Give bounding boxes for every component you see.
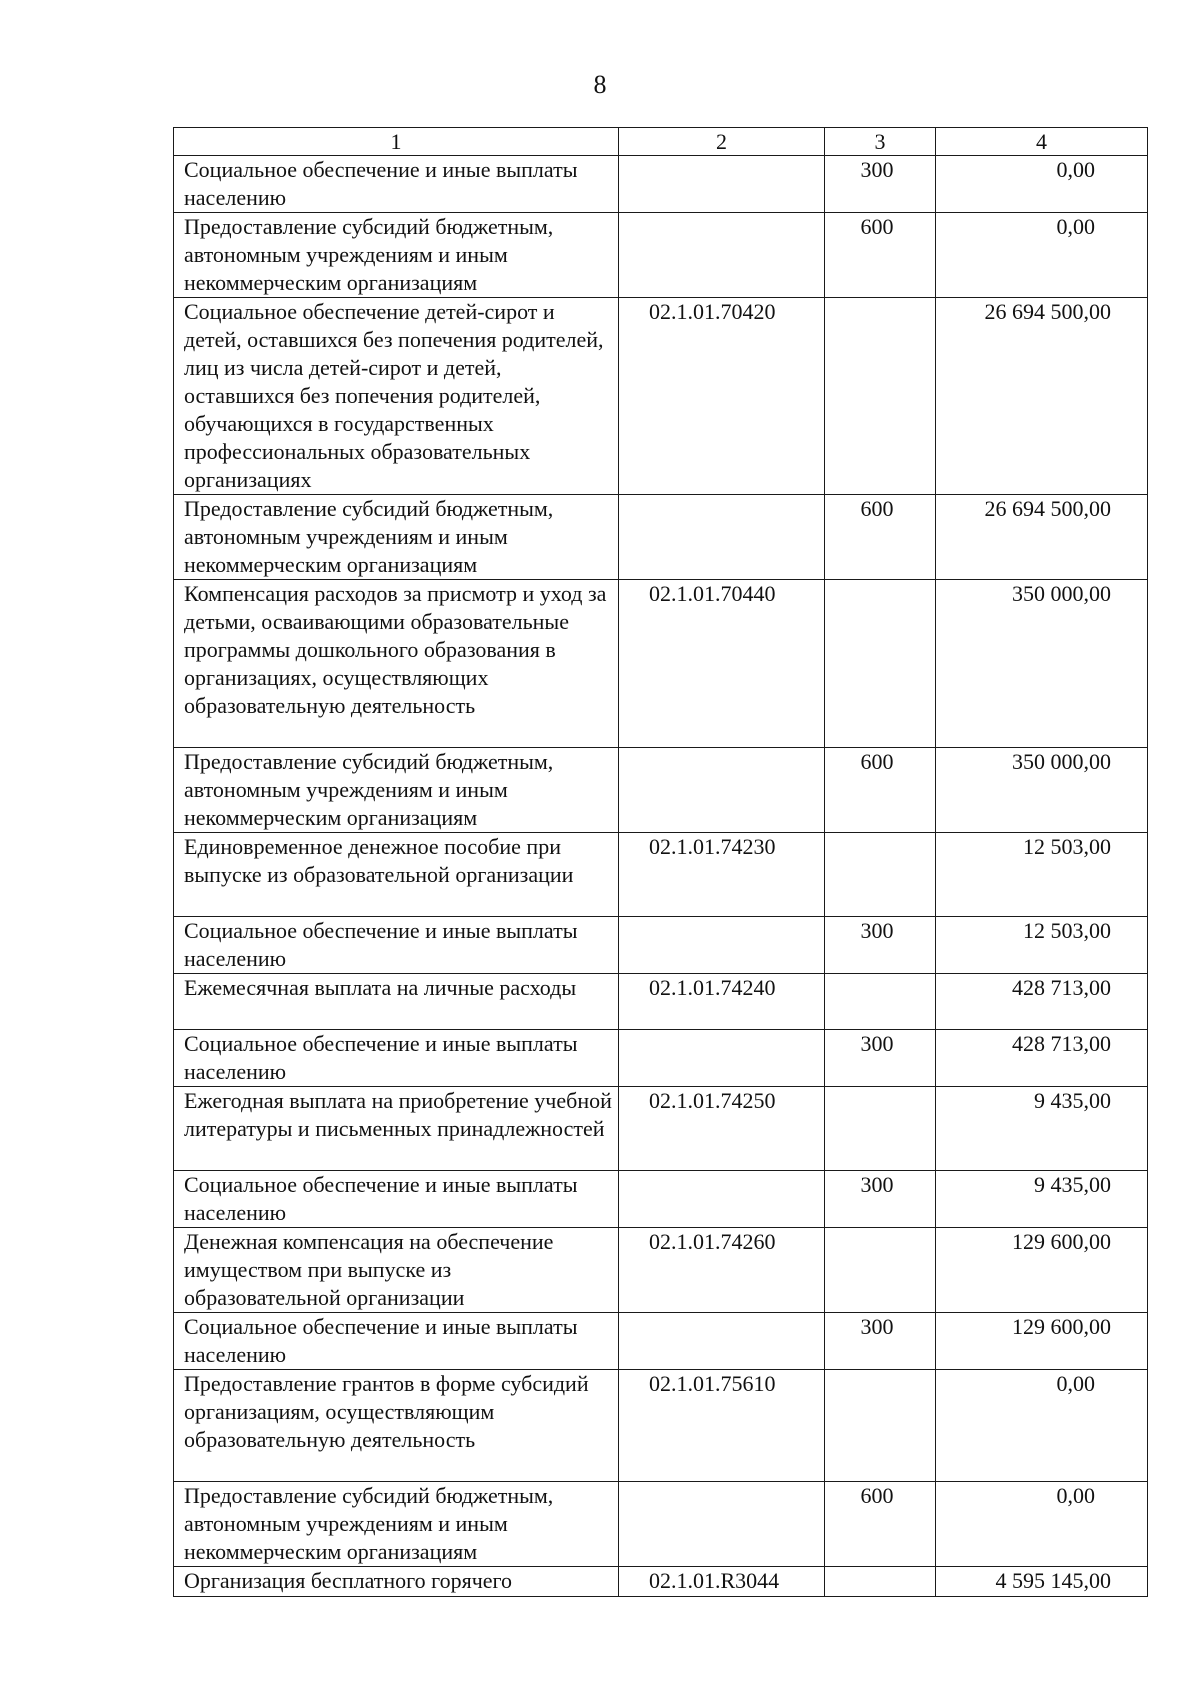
row-name-cell: Предоставление субсидий бюджетным, автономным учреждениям и иным некоммерческим организациям [174, 213, 619, 298]
page-number: 8 [593, 70, 607, 99]
row-code-cell: 02.1.01.70440 [619, 580, 825, 748]
row-code-cell: 02.1.01.74250 [619, 1087, 825, 1171]
row-type-cell [825, 1567, 936, 1597]
row-type-cell: 300 [825, 1030, 936, 1087]
column-header-2: 2 [619, 128, 825, 156]
row-code-cell: 02.1.01.R3044 [619, 1567, 825, 1597]
table-row [174, 1313, 1148, 1370]
row-type-cell [825, 580, 936, 748]
row-type-cell: 300 [825, 1171, 936, 1228]
row-name-cell: Предоставление субсидий бюджетным, автономным учреждениям и иным некоммерческим организациям [174, 748, 619, 833]
column-header-3: 3 [825, 128, 936, 156]
table-row [174, 580, 1148, 748]
row-code-cell [619, 748, 825, 833]
row-code-cell [619, 213, 825, 298]
row-amount-cell: 0,00 [936, 1482, 1148, 1567]
row-name-cell: Денежная компенсация на обеспечение имуществом при выпуске из образовательной организации [174, 1228, 619, 1313]
row-amount-cell: 129 600,00 [936, 1228, 1148, 1313]
row-type-cell [825, 1087, 936, 1171]
row-type-cell: 600 [825, 748, 936, 833]
row-name-cell: Предоставление субсидий бюджетным, автономным учреждениям и иным некоммерческим организациям [174, 495, 619, 580]
row-name-cell: Социальное обеспечение детей-сирот и детей, оставшихся без попечения родителей, лиц из числа детей-сирот и детей, оставшихся без попечения родителей, обучающихся в государственных профессиональных образовательных организациях [174, 298, 619, 495]
table-row [174, 298, 1148, 495]
row-code-cell [619, 156, 825, 213]
row-type-cell: 600 [825, 213, 936, 298]
table-row [174, 1228, 1148, 1313]
table-row [174, 213, 1148, 298]
row-name-cell: Социальное обеспечение и иные выплаты населению [174, 156, 619, 213]
row-amount-cell: 12 503,00 [936, 917, 1148, 974]
row-type-cell: 300 [825, 1313, 936, 1370]
table-row [174, 974, 1148, 1030]
row-amount-cell: 0,00 [936, 156, 1148, 213]
row-code-cell: 02.1.01.74230 [619, 833, 825, 917]
row-amount-cell: 129 600,00 [936, 1313, 1148, 1370]
row-code-cell [619, 495, 825, 580]
row-amount-cell: 0,00 [936, 213, 1148, 298]
row-name-cell: Компенсация расходов за присмотр и уход за детьми, осваивающими образовательные программы дошкольного образования в организациях, осуществляющих образовательную деятельность [174, 580, 619, 748]
row-name-cell: Предоставление субсидий бюджетным, автономным учреждениям и иным некоммерческим организациям [174, 1482, 619, 1567]
table-body [174, 156, 1148, 1597]
table-row [174, 1370, 1148, 1482]
row-name-cell: Социальное обеспечение и иные выплаты населению [174, 1313, 619, 1370]
row-type-cell [825, 298, 936, 495]
row-amount-cell: 428 713,00 [936, 974, 1148, 1030]
row-amount-cell: 26 694 500,00 [936, 495, 1148, 580]
table-row [174, 1171, 1148, 1228]
row-type-cell [825, 1228, 936, 1313]
row-name-cell: Социальное обеспечение и иные выплаты населению [174, 917, 619, 974]
row-amount-cell: 4 595 145,00 [936, 1567, 1148, 1597]
row-code-cell: 02.1.01.74260 [619, 1228, 825, 1313]
row-name-cell: Организация бесплатного горячего [174, 1567, 619, 1597]
row-code-cell: 02.1.01.70420 [619, 298, 825, 495]
table-row [174, 833, 1148, 917]
table-row [174, 1087, 1148, 1171]
row-type-cell [825, 974, 936, 1030]
column-header-4: 4 [936, 128, 1148, 156]
row-name-cell: Ежемесячная выплата на личные расходы [174, 974, 619, 1030]
row-code-cell [619, 1171, 825, 1228]
row-name-cell: Ежегодная выплата на приобретение учебной литературы и письменных принадлежностей [174, 1087, 619, 1171]
row-code-cell [619, 917, 825, 974]
row-name-cell: Социальное обеспечение и иные выплаты населению [174, 1171, 619, 1228]
row-name-cell: Предоставление грантов в форме субсидий организациям, осуществляющим образовательную деятельность [174, 1370, 619, 1482]
row-type-cell: 600 [825, 495, 936, 580]
row-amount-cell: 26 694 500,00 [936, 298, 1148, 495]
table-row [174, 1030, 1148, 1087]
row-type-cell: 300 [825, 156, 936, 213]
table-row [174, 1567, 1148, 1597]
row-code-cell [619, 1313, 825, 1370]
table-row [174, 1482, 1148, 1567]
table-row [174, 495, 1148, 580]
row-type-cell [825, 833, 936, 917]
row-code-cell: 02.1.01.75610 [619, 1370, 825, 1482]
table-row [174, 917, 1148, 974]
row-code-cell: 02.1.01.74240 [619, 974, 825, 1030]
row-code-cell [619, 1030, 825, 1087]
row-amount-cell: 9 435,00 [936, 1087, 1148, 1171]
row-amount-cell: 0,00 [936, 1370, 1148, 1482]
row-amount-cell: 350 000,00 [936, 748, 1148, 833]
budget-table [173, 127, 1148, 1597]
row-name-cell: Единовременное денежное пособие при выпуске из образовательной организации [174, 833, 619, 917]
row-name-cell: Социальное обеспечение и иные выплаты населению [174, 1030, 619, 1087]
row-amount-cell: 428 713,00 [936, 1030, 1148, 1087]
row-type-cell: 600 [825, 1482, 936, 1567]
column-header-1: 1 [174, 128, 619, 156]
table-row [174, 156, 1148, 213]
row-code-cell [619, 1482, 825, 1567]
row-amount-cell: 12 503,00 [936, 833, 1148, 917]
row-type-cell: 300 [825, 917, 936, 974]
row-amount-cell: 350 000,00 [936, 580, 1148, 748]
row-type-cell [825, 1370, 936, 1482]
table-header-row [174, 128, 1148, 156]
row-amount-cell: 9 435,00 [936, 1171, 1148, 1228]
table-row [174, 748, 1148, 833]
